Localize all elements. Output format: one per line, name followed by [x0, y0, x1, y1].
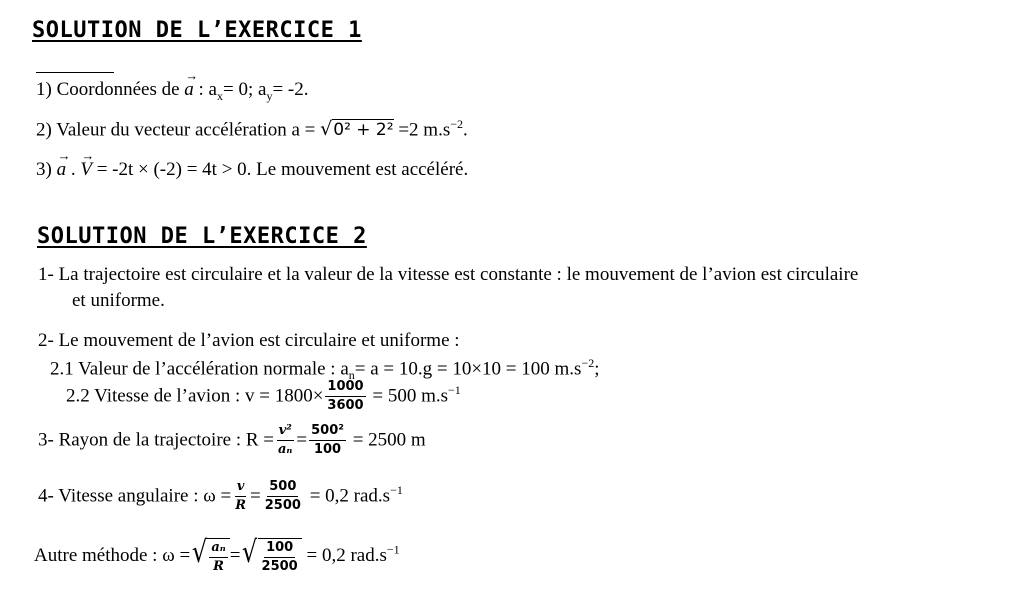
ex1-answer-1: 1) Coordonnées de → a : $a_x= 0$; $a_y= -2$. — [36, 80, 308, 102]
ex2-answer-1-line-1: 1- La trajectoire est circulaire et la valeur de la vitesse est constante : le mouvement de l’avion est circulaire — [38, 264, 859, 285]
square-root: √ $\frac{\text{aₙ}}{R}$ — [190, 538, 230, 575]
vector-a-symbol: → a — [184, 80, 194, 99]
exercise-2-heading: SOLUTION DE L’EXERCICE 2 — [37, 224, 367, 249]
ex1-answer-2: 2) Valeur du vecteur accélération a = √0² + 2² =2 $m.s^{-2}$. — [36, 117, 468, 141]
fraction: $\frac{500}{2500}$ — [264, 479, 301, 513]
fraction: $\frac{\text{v²}}{\text{aₙ}}$ — [278, 423, 293, 457]
ex2-answer-2-2: 2.2 Vitesse de l’avion : v = 1800× $\frac{1000}{3600}$ = 500 $m.s^{-1}$ — [66, 379, 461, 413]
fraction: $\frac{\text{500²}}{100}$ — [311, 423, 344, 457]
vector-a-symbol: → a — [57, 160, 67, 179]
fraction: $\frac{1000}{3600}$ — [327, 379, 364, 413]
square-root: √0² + 2² — [320, 118, 394, 141]
short-rule — [36, 72, 114, 73]
ex2-answer-1-line-2: et uniforme. — [72, 290, 165, 311]
ex2-other-method: Autre méthode : ω = √ $\frac{\text{aₙ}}{R}$ = √ $\frac{100}{2500}$ = 0,2 $rad.s^{-1}$ — [34, 535, 400, 574]
ex1-answer-3: 3) → a . → V = -2t × (-2) = 4t > 0. Le mouvement est accéléré. — [36, 160, 468, 179]
fraction: $\frac{v}{R}$ — [235, 479, 247, 513]
ex2-answer-2-1: 2.1 Valeur de l’accélération normale : $a_n= a = 10.g = 10\times 10 = 100$ $m.s^{-2}$; — [50, 356, 600, 383]
fraction: $\frac{\text{aₙ}}{R}$ — [211, 540, 226, 574]
square-root: √ $\frac{100}{2500}$ — [240, 538, 301, 575]
ex2-answer-2: 2- Le mouvement de l’avion est circulaire et uniforme : — [38, 330, 460, 351]
vector-v-symbol: → V — [80, 160, 92, 179]
exercise-1-heading: SOLUTION DE L’EXERCICE 1 — [32, 18, 362, 43]
ex2-answer-4: 4- Vitesse angulaire : ω = $\frac{v}{R}$ = $\frac{500}{2500}$ = 0,2 $rad.s^{-1}$ — [38, 479, 403, 513]
fraction: $\frac{100}{2500}$ — [261, 540, 298, 574]
ex2-answer-3: 3- Rayon de la trajectoire : R = $\frac{\text{v²}}{\text{aₙ}}$ = $\frac{\text{500²}}{100}$ = 2500 m — [38, 423, 426, 457]
